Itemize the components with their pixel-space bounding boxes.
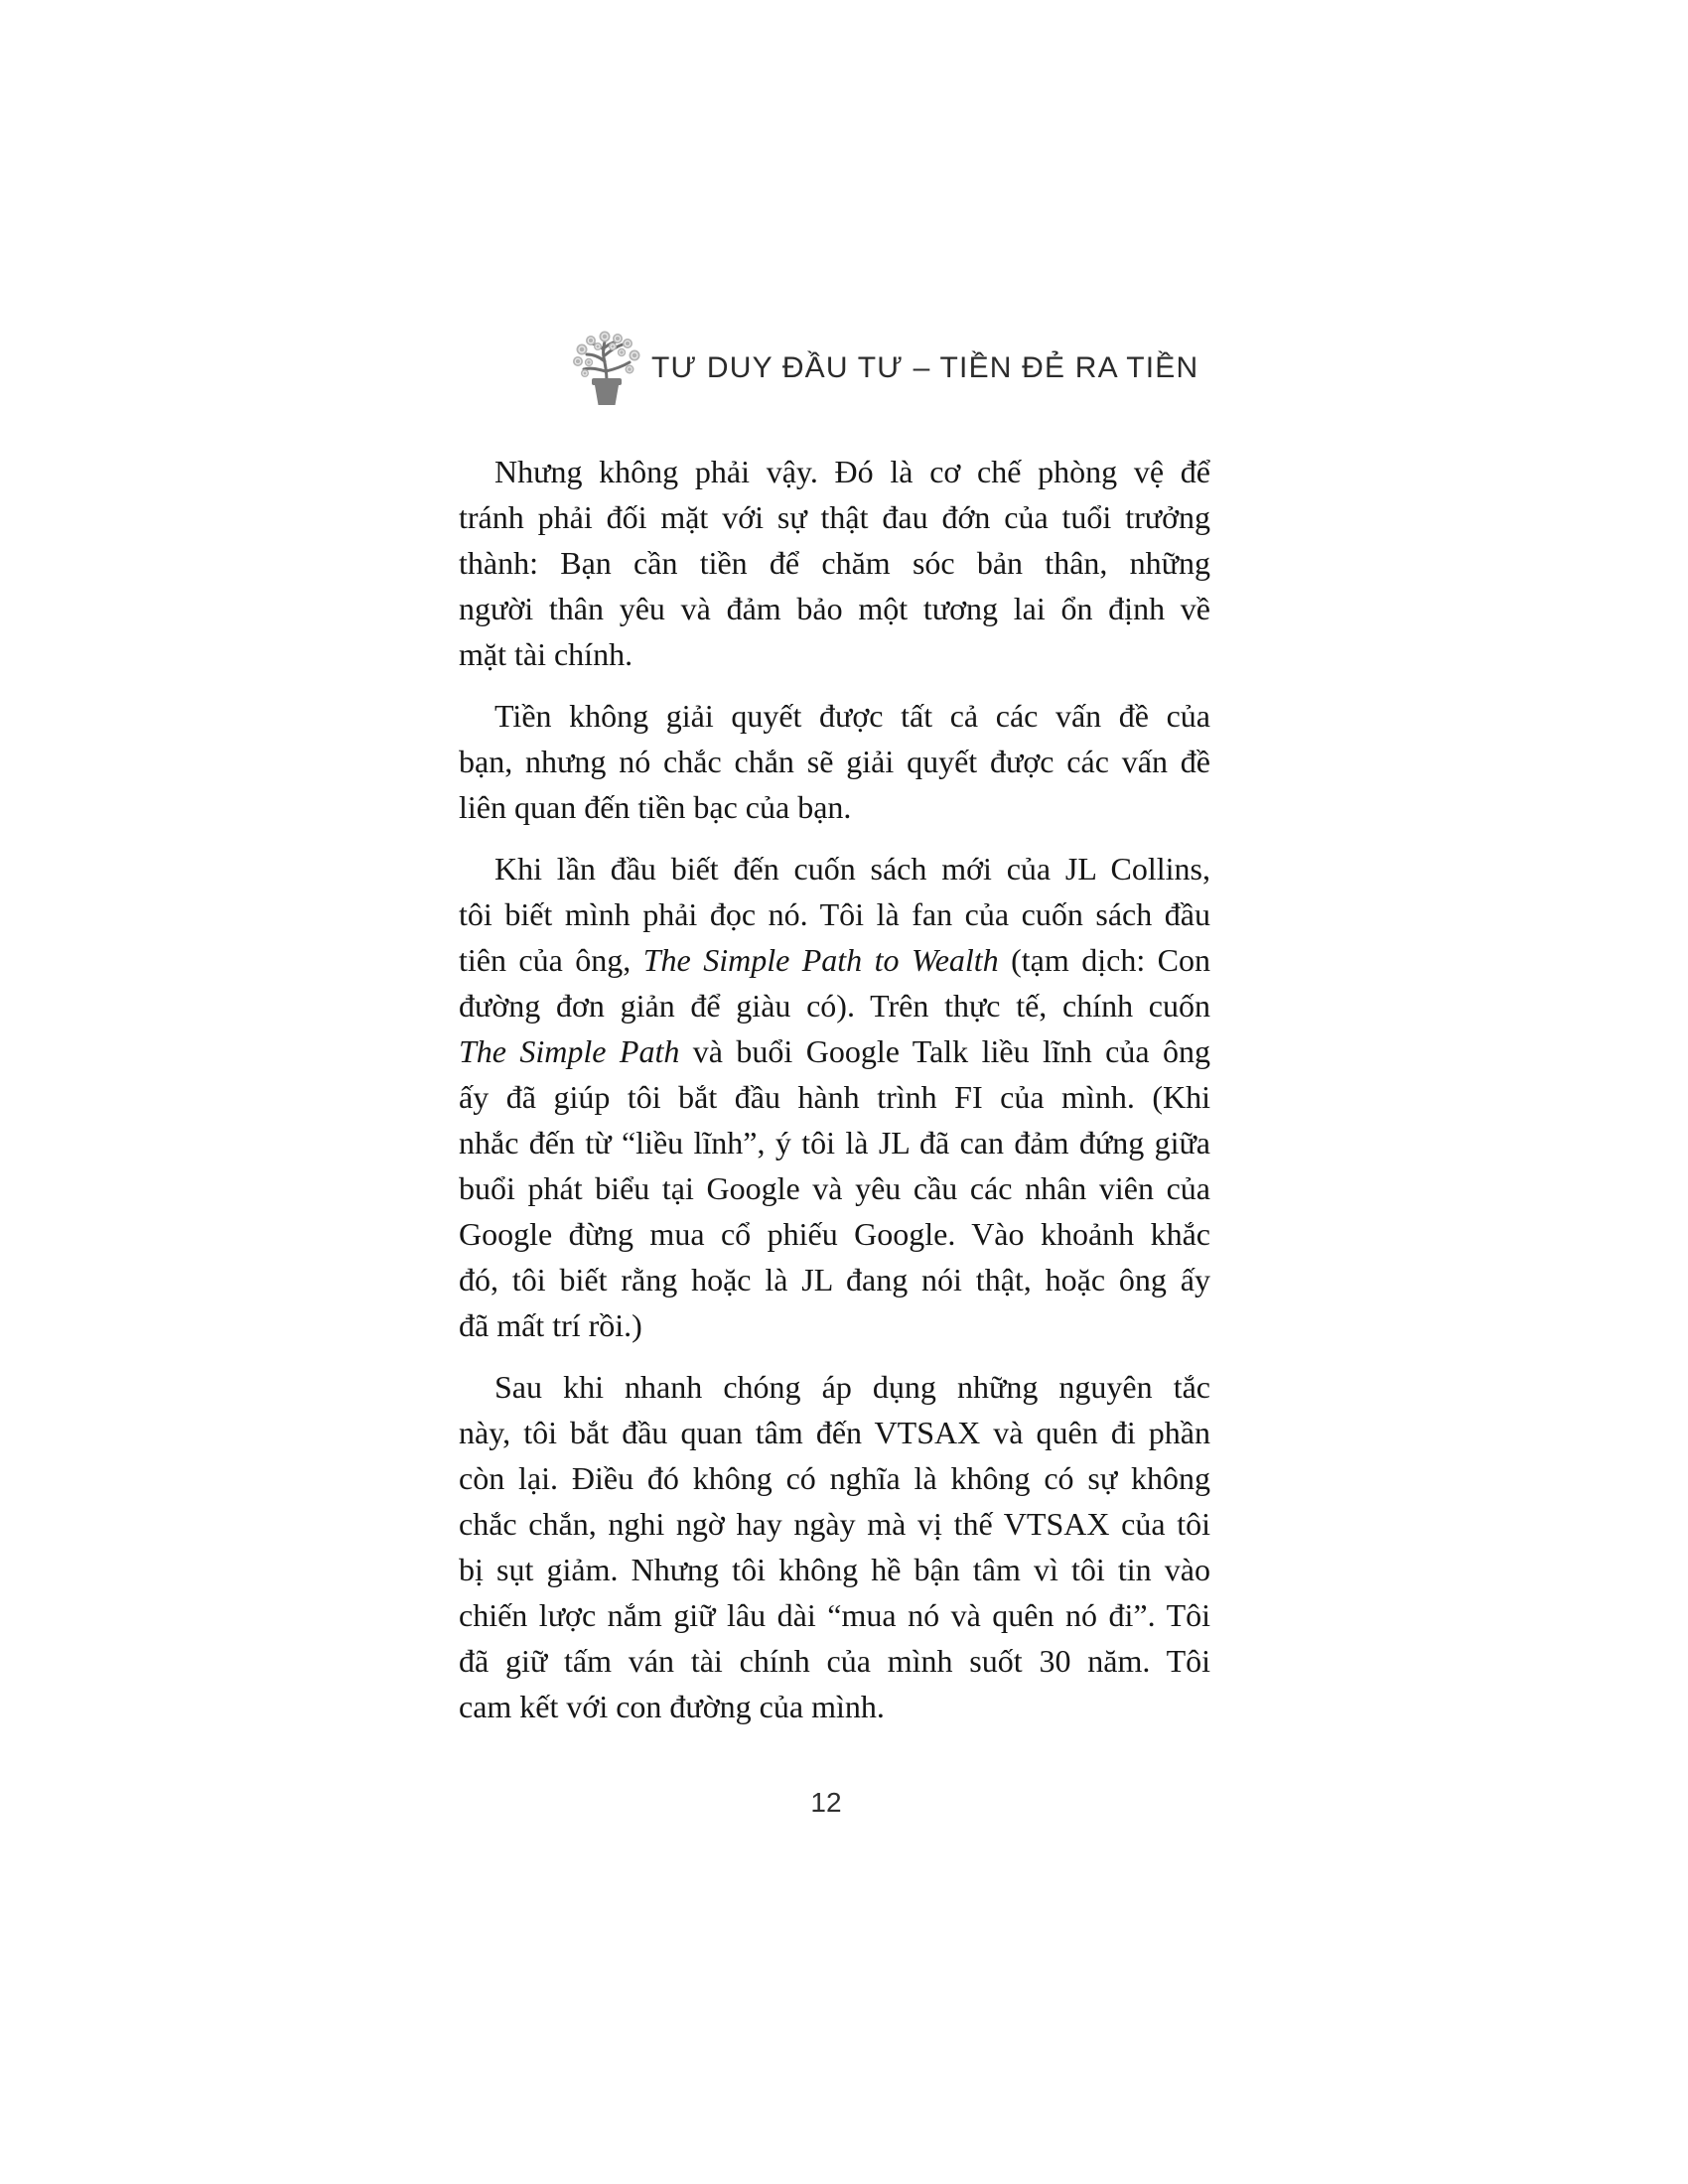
text-segment: Sau khi nhanh chóng áp dụng những nguyên tắc bbox=[494, 1369, 1210, 1405]
chapter-title: TƯ DUY ĐẦU TƯ – TIỀN ĐẺ RA TIỀN bbox=[651, 351, 1199, 384]
text-line bbox=[459, 494, 1210, 540]
text-line bbox=[459, 1364, 1210, 1410]
text-segment: đường đơn giản để giàu có). Trên thực tế, chính cuốn bbox=[459, 988, 1210, 1024]
coin bbox=[618, 348, 626, 356]
text-segment: còn lại. Điều đó không có nghĩa là không có sự không bbox=[459, 1460, 1210, 1496]
text-segment: và buổi Google Talk liều lĩnh của ông bbox=[679, 1033, 1211, 1069]
coin bbox=[623, 339, 633, 348]
coin bbox=[609, 342, 617, 350]
text-segment: buổi phát biểu tại Google và yêu cầu các nhân viên của bbox=[459, 1170, 1210, 1206]
text-segment: Tiền không giải quyết được tất cả các vấn đề của bbox=[494, 698, 1210, 734]
body-paragraph bbox=[459, 693, 1210, 830]
text-segment: chắc chắn, nghi ngờ hay ngày mà vị thế VTSAX của tôi bbox=[459, 1506, 1210, 1542]
text-line bbox=[459, 1028, 1210, 1074]
body-paragraph bbox=[459, 846, 1210, 1348]
text-segment: Google đừng mua cổ phiếu Google. Vào khoảnh khắc bbox=[459, 1216, 1210, 1252]
text-segment: bị sụt giảm. Nhưng tôi không hề bận tâm vì tôi tin vào bbox=[459, 1552, 1210, 1587]
text-segment: bạn, nhưng nó chắc chắn sẽ giải quyết được các vấn đề bbox=[459, 744, 1210, 779]
text-line bbox=[459, 1257, 1210, 1302]
coin bbox=[626, 365, 634, 374]
book-title-italic: The Simple Path to Wealth bbox=[642, 942, 999, 978]
text-segment: chiến lược nắm giữ lâu dài “mua nó và quên nó đi”. Tôi bbox=[459, 1597, 1210, 1633]
text-line bbox=[459, 540, 1210, 586]
text-line bbox=[459, 631, 1210, 677]
coin bbox=[630, 350, 640, 361]
text-segment: tiên của ông, bbox=[459, 942, 643, 978]
text-segment: mặt tài chính. bbox=[459, 636, 633, 672]
text-line bbox=[459, 1302, 1210, 1348]
text-line bbox=[459, 1592, 1210, 1638]
body-paragraph bbox=[459, 449, 1210, 677]
coin bbox=[594, 342, 602, 350]
page-number: 12 bbox=[810, 1787, 842, 1818]
book-title-italic: The Simple Path bbox=[459, 1033, 680, 1069]
text-line bbox=[459, 1074, 1210, 1120]
text-segment: cam kết với con đường của mình. bbox=[459, 1689, 885, 1724]
text-line bbox=[459, 739, 1210, 784]
text-segment: nhắc đến từ “liều lĩnh”, ý tôi là JL đã can đảm đứng giữa bbox=[459, 1125, 1210, 1160]
text-line bbox=[459, 693, 1210, 739]
text-line bbox=[459, 983, 1210, 1028]
body-text bbox=[459, 449, 1210, 1745]
text-line bbox=[459, 1638, 1210, 1684]
coin bbox=[600, 332, 611, 342]
text-segment: này, tôi bắt đầu quan tâm đến VTSAX và quên đi phần bbox=[459, 1415, 1210, 1450]
coin bbox=[573, 356, 583, 366]
coin bbox=[613, 334, 623, 343]
body-paragraph bbox=[459, 1364, 1210, 1729]
text-segment: đã mất trí rồi.) bbox=[459, 1307, 642, 1343]
text-segment: người thân yêu và đảm bảo một tương lai ổn định về bbox=[459, 591, 1210, 626]
text-line bbox=[459, 784, 1210, 830]
coin bbox=[585, 358, 593, 366]
text-segment: thành: Bạn cần tiền để chăm sóc bản thân, những bbox=[459, 545, 1210, 581]
text-line bbox=[459, 1120, 1210, 1165]
text-segment: tôi biết mình phải đọc nó. Tôi là fan của cuốn sách đầu bbox=[459, 896, 1210, 932]
text-line bbox=[459, 1165, 1210, 1211]
text-segment: đã giữ tấm ván tài chính của mình suốt 30 năm. Tôi bbox=[459, 1643, 1210, 1679]
text-line bbox=[459, 1501, 1210, 1547]
money-tree-icon bbox=[572, 330, 641, 407]
text-segment: Khi lần đầu biết đến cuốn sách mới của JL Collins, bbox=[494, 851, 1210, 887]
text-line bbox=[459, 891, 1210, 937]
coin bbox=[577, 344, 588, 355]
text-line bbox=[459, 1455, 1210, 1501]
text-line bbox=[459, 937, 1210, 983]
text-line bbox=[459, 586, 1210, 631]
coin bbox=[581, 369, 589, 377]
text-line bbox=[459, 1547, 1210, 1592]
text-segment: liên quan đến tiền bạc của bạn. bbox=[459, 789, 852, 825]
text-segment: Nhưng không phải vậy. Đó là cơ chế phòng vệ để bbox=[494, 454, 1210, 489]
coin bbox=[586, 336, 596, 345]
text-segment: (tạm dịch: Con bbox=[998, 942, 1211, 978]
text-segment: tránh phải đối mặt với sự thật đau đớn của tuổi trưởng bbox=[459, 499, 1210, 535]
text-line bbox=[459, 1211, 1210, 1257]
text-line bbox=[459, 1684, 1210, 1729]
text-segment: đó, tôi biết rằng hoặc là JL đang nói thật, hoặc ông ấy bbox=[459, 1262, 1210, 1297]
chapter-header bbox=[572, 330, 1198, 407]
text-segment: ấy đã giúp tôi bắt đầu hành trình FI của mình. (Khi bbox=[459, 1079, 1210, 1115]
text-line bbox=[459, 1410, 1210, 1455]
text-line bbox=[459, 449, 1210, 494]
text-line bbox=[459, 846, 1210, 891]
